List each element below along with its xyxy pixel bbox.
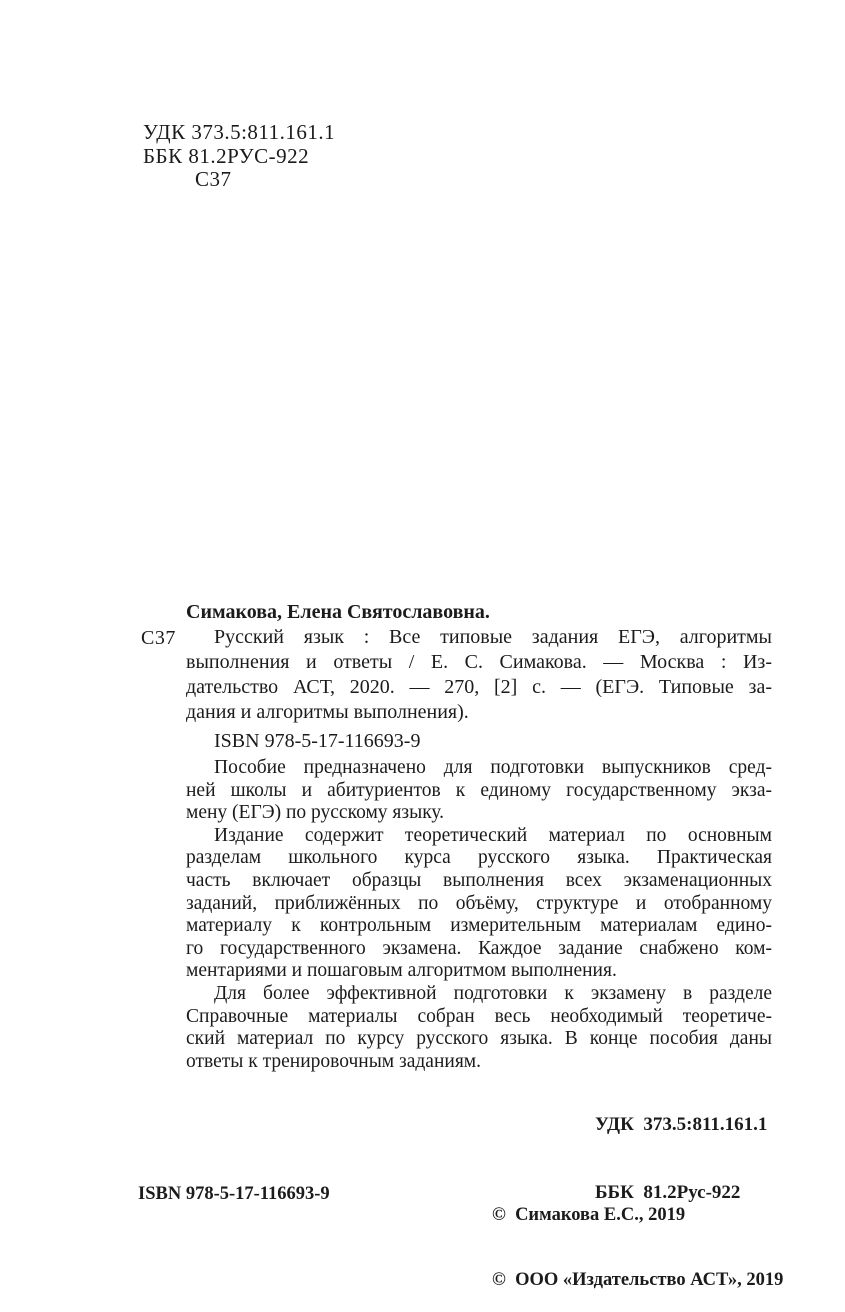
catalog-entry: [186, 600, 772, 725]
udk-code-bottom: УДК 373.5:811.161.1: [595, 1114, 768, 1135]
isbn-footer: ISBN 978-5-17-116693-9: [138, 1184, 330, 1204]
author-sign-top: С37: [195, 167, 232, 191]
udk-code-top: УДК 373.5:811.161.1: [143, 120, 336, 144]
annotation-paragraph-2: Издание содержит теоретический материал по основным разделам школьного курса русского языка. Практическая часть включает образцы выполнения всех экзаменационных заданий, приближённых по объёму, структуре и отобранному материалу к контрольным измерительным материалам едино- го государственного экзамена. Каждое задание снабжено ком- ментариями и пошаговым алгоритмом выполнения.: [186, 824, 772, 982]
copyright-block: [492, 1162, 783, 1312]
annotation-paragraph-3: Для более эффективной подготовки к экзамену в разделе Справочные материалы собран весь необходимый теоретиче- ский материал по курсу русского языка. В конце пособия даны ответы к тренировочным заданиям.: [186, 982, 772, 1072]
catalog-entry-text: Русский язык : Все типовые задания ЕГЭ, алгоритмы выполнения и ответы / Е. С. Симакова. — Москва : Из- дательство АСТ, 2020. — 270, [2] с. — (ЕГЭ. Типовые за- дания и алгоритмы выполнения).: [186, 626, 772, 723]
bbk-code-top: ББК 81.2РУС-922: [143, 143, 310, 168]
annotation-paragraph-1: Пособие предназначено для подготовки выпускников сред- ней школы и абитуриентов к единому государственному экза- мену (ЕГЭ) по русскому языку.: [186, 757, 772, 824]
classification-block-top: [143, 121, 335, 192]
catalog-margin-code: С37: [141, 627, 176, 649]
copyright-publisher: © ООО «Издательство АСТ», 2019: [492, 1269, 784, 1290]
bbk-code-bottom: ББК 81.2Рус-922: [595, 1181, 741, 1203]
copyright-author: © Симакова Е.С., 2019: [492, 1205, 686, 1225]
author-name: Симакова, Елена Святославовна.: [186, 601, 490, 623]
annotation-block: [186, 757, 772, 1073]
isbn-note: ISBN 978-5-17-116693-9: [214, 730, 421, 752]
